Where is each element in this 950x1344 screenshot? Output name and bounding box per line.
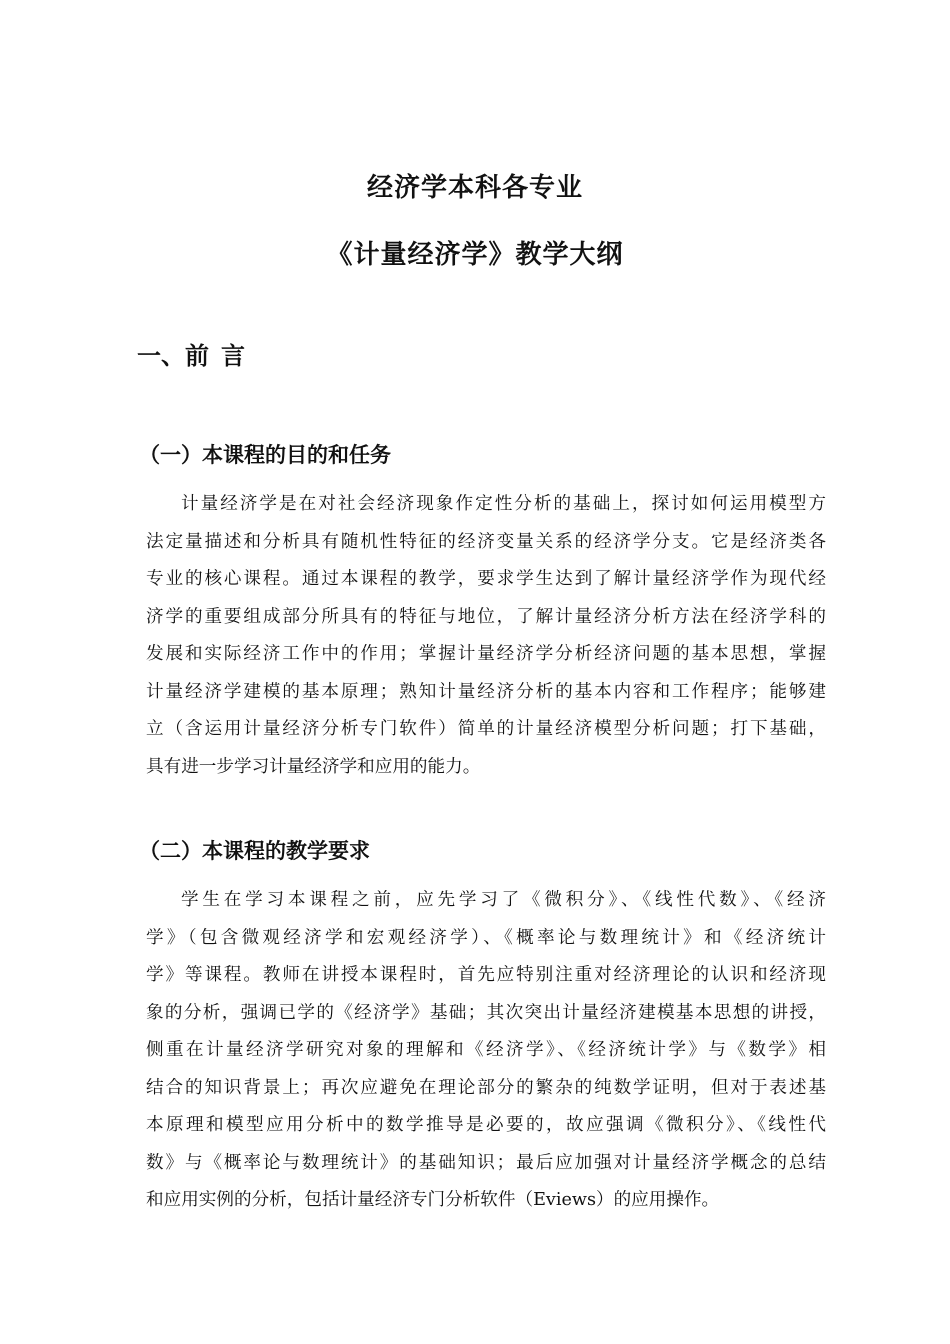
section-heading-preface: [137, 339, 245, 373]
paragraph-line: 计量经济学建模的基本原理；熟知计量经济分析的基本内容和工作程序；能够建: [146, 681, 826, 702]
subsection-heading-requirements: （二）本课程的教学要求: [139, 838, 370, 863]
paragraph-line: 法定量描述和分析具有随机性特征的经济变量关系的经济学分支。它是经济类各: [146, 531, 826, 552]
paragraph-purpose: [146, 486, 826, 786]
paragraph-line: 数》与《概率论与数理统计》的基础知识；最后应加强对计量经济学概念的总结: [146, 1152, 826, 1173]
paragraph-line: 学生在学习本课程之前，应先学习了《微积分》、《线性代数》、《经济: [181, 890, 826, 910]
paragraph-line: 发展和实际经济工作中的作用；掌握计量经济学分析经济问题的基本思想，掌握: [146, 644, 826, 664]
paragraph-line: 侧重在计量经济学研究对象的理解和《经济学》、《经济统计学》与《数学》相: [146, 1040, 826, 1060]
paragraph-line: 和应用实例的分析，包括计量经济专门分析软件（Eviews）的应用操作。: [146, 1190, 720, 1210]
document-title-line2: 《计量经济学》教学大纲: [326, 240, 624, 270]
document-title-line1: 经济学本科各专业: [366, 173, 583, 203]
paragraph-line: 学》（包含微观经济学和宏观经济学）、《概率论与数理统计》和《经济统计: [146, 927, 826, 948]
paragraph-line: 专业的核心课程。通过本课程的教学，要求学生达到了解计量经济学作为现代经: [146, 569, 826, 589]
section-heading-suffix: 言: [221, 341, 245, 370]
subsection-heading-purpose: （一）本课程的目的和任务: [139, 442, 391, 467]
paragraph-line: 具有进一步学习计量经济学和应用的能力。: [146, 756, 481, 777]
paragraph-line: 象的分析，强调已学的《经济学》基础；其次突出计量经济建模基本思想的讲授，: [146, 1002, 826, 1023]
paragraph-requirements: [146, 882, 826, 1220]
paragraph-line: 立（含运用计量经济分析专门软件）简单的计量经济模型分析问题；打下基础，: [146, 719, 826, 739]
paragraph-line: 结合的知识背景上；再次应避免在理论部分的繁杂的纯数学证明，但对于表述基: [146, 1077, 826, 1098]
paragraph-line: 本原理和模型应用分析中的数学推导是必要的，故应强调《微积分》、《线性代: [146, 1115, 826, 1135]
paragraph-line: 学》等课程。教师在讲授本课程时，首先应特别注重对经济理论的认识和经济现: [146, 965, 826, 985]
paragraph-line: 济学的重要组成部分所具有的特征与地位，了解计量经济分析方法在经济学科的: [146, 606, 826, 627]
paragraph-line: 计量经济学是在对社会经济现象作定性分析的基础上，探讨如何运用模型方: [181, 494, 826, 514]
section-heading-prefix: 一、前: [137, 341, 209, 370]
